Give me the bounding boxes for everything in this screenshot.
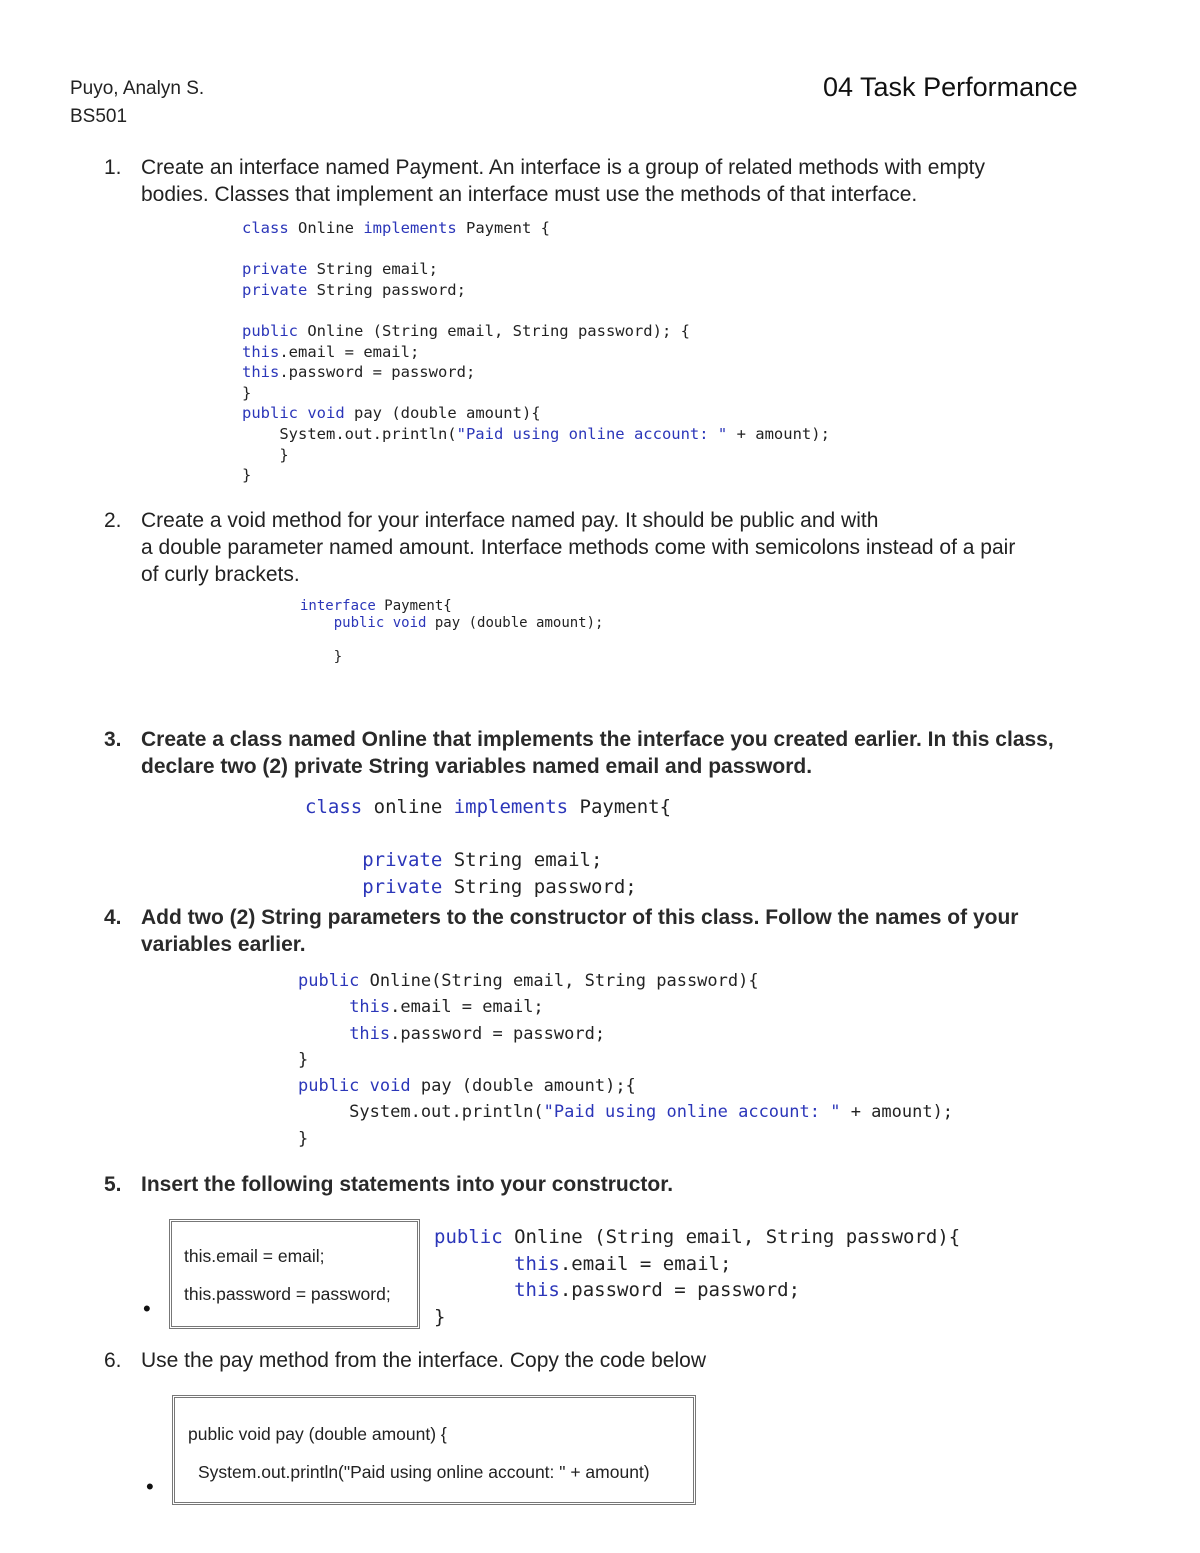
document-title: 04 Task Performance xyxy=(823,72,1078,102)
code-line xyxy=(242,300,830,321)
box-line: this.email = email; xyxy=(184,1246,325,1266)
code-line: } xyxy=(434,1305,446,1328)
code-block-class-fields xyxy=(305,794,671,900)
code-line: public void pay (double amount); xyxy=(333,615,604,631)
code-line: private String password; xyxy=(242,280,466,299)
item-text: Create an interface named Payment. An interface is a group of related methods with empty bodies. Classes that implement an interface must use the methods of that interface. xyxy=(141,156,985,206)
code-line: this.password = password; xyxy=(514,1279,801,1301)
item-text: Insert the following statements into your constructor. xyxy=(141,1173,674,1196)
code-line: public void pay (double amount);{ xyxy=(298,1076,636,1097)
box-line: this.password = password; xyxy=(184,1284,391,1304)
code-line: interface Payment{ xyxy=(300,598,452,614)
item-text: Create a class named Online that implements the interface you created earlier. In this class, declare two (2) private String variables named email and password. xyxy=(141,728,1054,778)
code-line: this.email = email; xyxy=(514,1252,732,1275)
item-number: 1. xyxy=(104,156,122,179)
item-number: 2. xyxy=(104,509,122,532)
code-line: class Online implements Payment { xyxy=(242,219,550,237)
code-block-constructor-and-pay xyxy=(298,968,953,1152)
code-line: } xyxy=(242,445,289,464)
code-line: System.out.println("Paid using online account: " + amount); xyxy=(298,1102,954,1123)
code-line: private String password; xyxy=(362,875,637,898)
code-line: public Online (String email, String password){ xyxy=(434,1226,961,1248)
code-line: private String email; xyxy=(242,260,438,279)
code-block-online-class xyxy=(242,218,830,486)
code-line: } xyxy=(298,1049,309,1070)
student-name: Puyo, Analyn S. xyxy=(70,78,205,99)
code-line: public void pay (double amount){ xyxy=(242,404,541,423)
code-line: public Online (String email, String password); { xyxy=(242,321,690,340)
code-line xyxy=(242,239,830,260)
statements-box xyxy=(169,1219,420,1329)
code-line: } xyxy=(298,1128,309,1149)
code-line xyxy=(305,821,671,848)
item-number: 6. xyxy=(104,1349,122,1372)
code-line: } xyxy=(242,466,252,485)
item-number: 3. xyxy=(104,728,122,751)
code-line: public Online(String email, String password){ xyxy=(298,971,759,991)
item-number: 4. xyxy=(104,906,122,929)
bullet: • xyxy=(146,1474,154,1499)
bullet: • xyxy=(143,1296,151,1321)
item-number: 5. xyxy=(104,1173,122,1196)
student-section: BS501 xyxy=(70,106,128,127)
code-line: } xyxy=(300,649,343,665)
code-line: this.password = password; xyxy=(242,363,476,382)
item-text: Add two (2) String parameters to the constructor of this class. Follow the names of your variables earlier. xyxy=(141,906,1019,956)
box-line: System.out.println("Paid using online account: " + amount) xyxy=(198,1462,650,1482)
pay-method-box xyxy=(172,1395,696,1505)
code-block-constructor xyxy=(434,1224,960,1330)
code-line: class online implements Payment{ xyxy=(305,796,672,818)
code-line: } xyxy=(242,383,252,402)
code-line: this.email = email; xyxy=(349,997,544,1018)
code-line xyxy=(300,632,603,649)
code-line: private String email; xyxy=(362,849,603,871)
code-line: System.out.println("Paid using online account: " + amount); xyxy=(242,424,830,443)
code-line: this.email = email; xyxy=(242,342,420,361)
item-text: Use the pay method from the interface. Copy the code below xyxy=(141,1349,706,1372)
box-line: public void pay (double amount) { xyxy=(188,1424,447,1444)
code-line: this.password = password; xyxy=(349,1023,606,1044)
code-block-interface xyxy=(300,598,603,666)
item-text: Create a void method for your interface named pay. It should be public and with a double parameter named amount. Interface methods come with semicolons instead of a pair of curly brackets. xyxy=(141,509,1016,586)
